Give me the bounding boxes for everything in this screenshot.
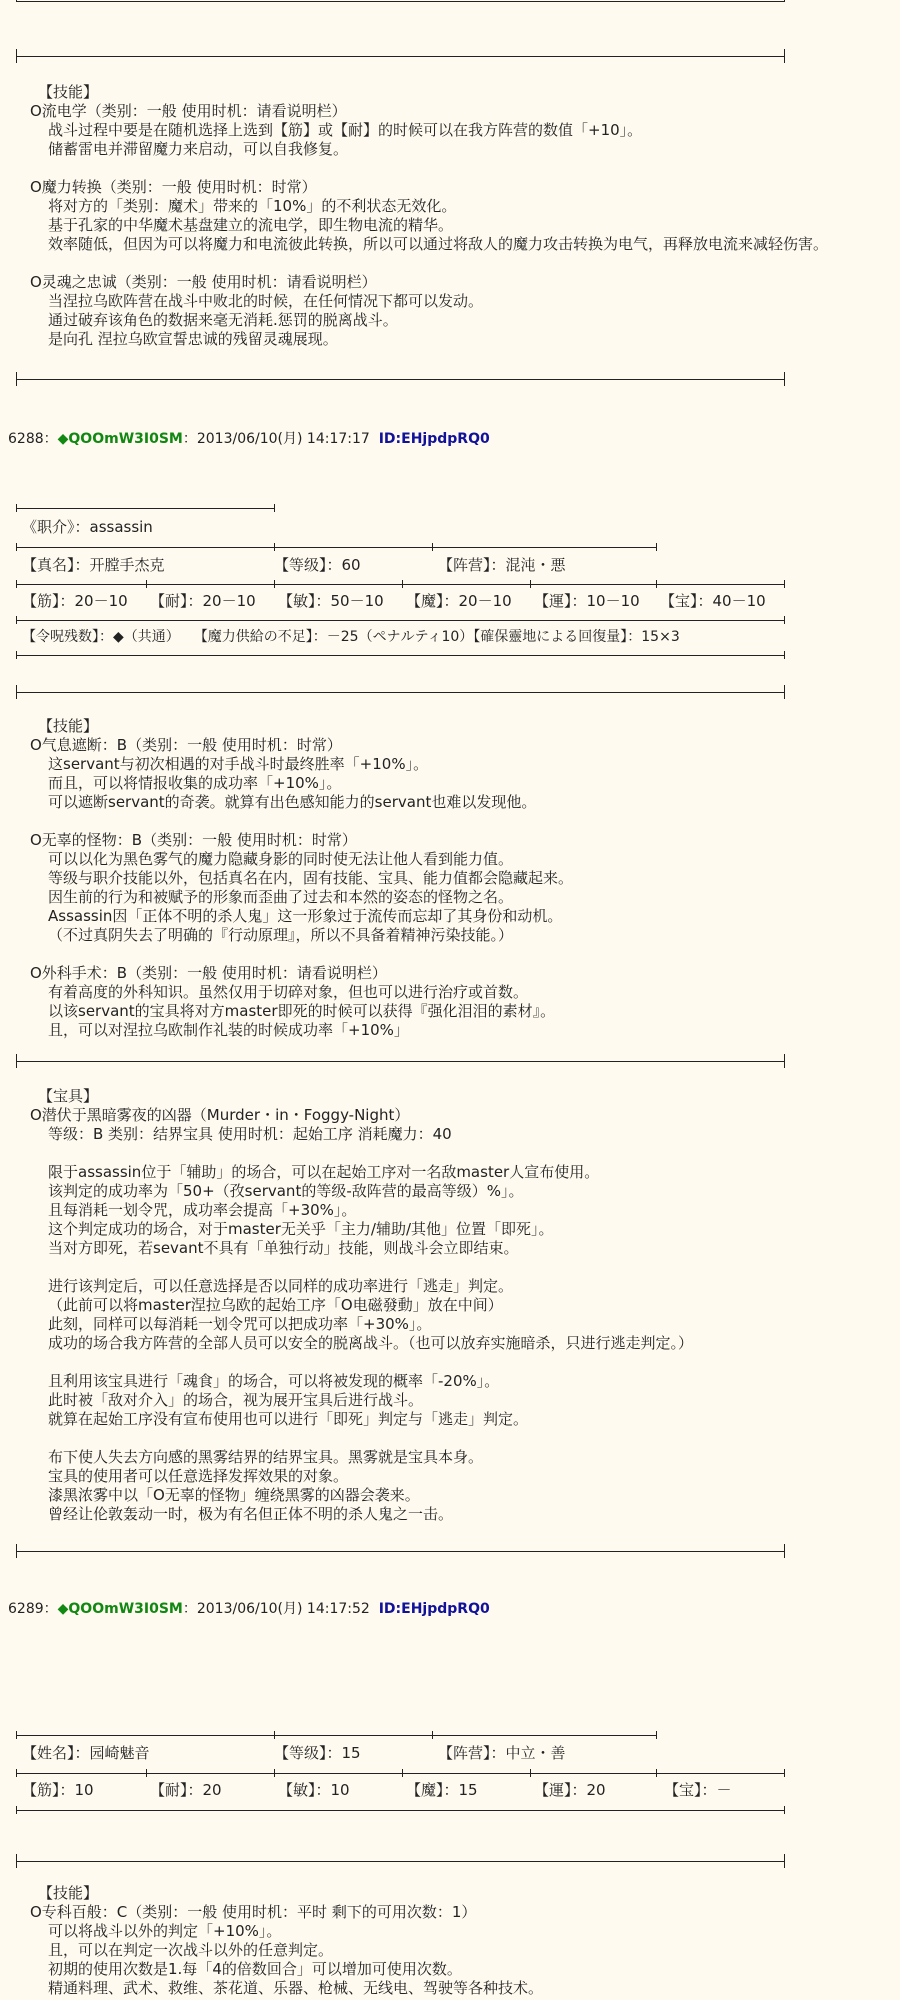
skill-text: 因生前的行为和被赋予的形象而歪曲了过去和本然的姿态的怪物之名。	[48, 888, 514, 906]
stat-mana: 【魔】：15	[406, 1781, 478, 1799]
skill-text: 当涅拉乌欧阵营在战斗中败北的时候，在任何情况下都可以发动。	[48, 292, 484, 310]
skill-text: 初期的使用次数是1.每「4的倍数回合」可以增加可使用次数。	[48, 1960, 462, 1978]
section-heading: 【技能】	[38, 1884, 99, 1902]
post-date: ：2013/06/10(月) 14:17:52	[182, 1601, 370, 1617]
section-heading: 【技能】	[38, 83, 99, 101]
divider-tick	[16, 1544, 17, 1558]
np-text: （此前可以将master涅拉乌欧的起始工序「O电磁發動」放在中间）	[48, 1296, 503, 1314]
stat-luck: 【運】：10－10	[534, 592, 640, 610]
skill-text: Assassin因「正体不明的杀人鬼」这一形象过于流传而忘却了其身份和动机。	[48, 907, 563, 925]
faction: 【阵营】：中立・善	[438, 1744, 566, 1762]
divider-tick	[784, 1054, 785, 1068]
table-tick	[16, 1731, 17, 1739]
stat-strength: 【筋】：20－10	[22, 592, 128, 610]
skill-text: 而且，可以将情报收集的成功率「+10%」。	[48, 774, 342, 792]
table-line	[16, 1810, 784, 1811]
table-tick	[784, 651, 785, 659]
table-tick	[16, 580, 17, 588]
table-line	[16, 1773, 784, 1774]
divider	[16, 1061, 784, 1062]
divider-tick	[784, 49, 785, 63]
skill-title: O魔力转换（类别：一般 使用时机：时常）	[30, 178, 317, 196]
skill-text: 基于孔家的中华魔术基盘建立的流电学，即生物电流的精华。	[48, 216, 454, 234]
np-spec: 等级：B 类别：结界宝具 使用时机：起始工序 消耗魔力：40	[48, 1125, 452, 1143]
stat-endurance: 【耐】：20－10	[150, 592, 256, 610]
table-tick	[16, 1806, 17, 1814]
np-text: 进行该判定后，可以任意选择是否以同样的成功率进行「逃走」判定。	[48, 1277, 514, 1295]
divider-tick	[784, 372, 785, 386]
np-text: 限于assassin位于「辅助」的场合，可以在起始工序对一名敌master人宣布使用。	[48, 1163, 600, 1181]
skill-title: O流电学（类别：一般 使用时机：请看说明栏）	[30, 102, 347, 120]
table-line	[16, 547, 656, 548]
table-tick	[16, 616, 17, 624]
skill-text: 可以遮断servant的奇袭。就算有出色感知能力的servant也难以发现他。	[48, 793, 537, 811]
divider-top	[16, 1, 784, 2]
section-heading: 【宝具】	[38, 1087, 99, 1105]
stat-mana: 【魔】：20－10	[406, 592, 512, 610]
divider	[16, 379, 784, 380]
post-header: 6289：◆QOOmW3I0SM：2013/06/10(月) 14:17:52 ID:EHjpdpRQ0	[8, 1601, 490, 1617]
skill-text: 效率随低，但因为可以将魔力和电流彼此转换，所以可以通过将敌人的魔力攻击转换为电气，再释放电流来减轻伤害。	[48, 235, 829, 253]
skill-text: 等级与职介技能以外，包括真名在内，固有技能、宝具、能力值都会隐藏起来。	[48, 869, 574, 887]
divider	[16, 692, 784, 693]
skill-text: 将对方的「类别：魔术」带来的「10%」的不利状态无效化。	[48, 197, 457, 215]
stat-agility: 【敏】：50－10	[278, 592, 384, 610]
np-text: 就算在起始工序没有宣布使用也可以进行「即死」判定与「逃走」判定。	[48, 1410, 529, 1428]
post-header: 6288：◆QOOmW3I0SM：2013/06/10(月) 14:17:17 ID:EHjpdpRQ0	[8, 431, 490, 447]
level: 【等级】：60	[274, 556, 361, 574]
np-text: 布下使人失去方向感的黑雾结界的结界宝具。黑雾就是宝具本身。	[48, 1448, 484, 1466]
true-name: 【姓名】：园崎魅音	[22, 1744, 150, 1762]
post-date: ：2013/06/10(月) 14:17:17	[182, 431, 370, 447]
faction: 【阵营】：混沌・悪	[438, 556, 566, 574]
np-text: 这个判定成功的场合，对于master无关乎「主力/辅助/其他」位置「即死」。	[48, 1220, 554, 1238]
skill-title: O无辜的怪物：B（类别：一般 使用时机：时常）	[30, 831, 357, 849]
table-tick	[784, 1806, 785, 1814]
poster-name: ◆QOOmW3I0SM	[57, 431, 183, 447]
skill-text: 战斗过程中要是在随机选择上选到【筋】或【耐】的时候可以在我方阵营的数值「+10」。	[48, 121, 643, 139]
divider-tick	[784, 1544, 785, 1558]
command-seals-row: 【令呪残数】：◆（共通） 【魔力供給の不足】：－25（ペナルティ10）【確保靈地による回復量】：15×3	[22, 629, 680, 645]
stat-agility: 【敏】：10	[278, 1781, 350, 1799]
divider-tick	[16, 372, 17, 386]
divider	[16, 1551, 784, 1552]
servant-class: 《职介》：assassin	[22, 518, 153, 536]
divider-tick	[784, 685, 785, 699]
table-tick	[530, 580, 531, 588]
table-tick	[784, 580, 785, 588]
skill-title: O气息遮断：B（类别：一般 使用时机：时常）	[30, 736, 342, 754]
skill-text: 精通料理、武术、救维、茶花道、乐器、枪械、无线电、驾驶等各种技术。	[48, 1979, 544, 1997]
stat-strength: 【筋】：10	[22, 1781, 94, 1799]
level: 【等级】：15	[274, 1744, 361, 1762]
table-tick	[146, 1769, 147, 1777]
skill-text: 储蓄雷电并滞留魔力来启动，可以自我修复。	[48, 140, 349, 158]
section-heading: 【技能】	[38, 717, 99, 735]
table-tick	[656, 1731, 657, 1739]
table-line	[16, 584, 784, 585]
noble-phantasm-block	[30, 1087, 693, 1524]
skill-title: O外科手术：B（类别：一般 使用时机：请看说明栏）	[30, 964, 387, 982]
skills-block-1	[30, 83, 828, 349]
table-tick	[16, 543, 17, 551]
stat-np: 【宝】：40－10	[660, 592, 766, 610]
table-tick	[16, 1769, 17, 1777]
skill-text: 可以以化为黑色雾气的魔力隐藏身影的同时使无法让他人看到能力值。	[48, 850, 514, 868]
table-tick	[16, 504, 17, 512]
stat-luck: 【運】：20	[534, 1781, 606, 1799]
table-tick	[274, 580, 275, 588]
table-tick	[274, 504, 275, 512]
divider-tick	[16, 1054, 17, 1068]
divider	[16, 56, 784, 57]
table-line	[16, 655, 784, 656]
skill-text: 可以将战斗以外的判定「+10%」。	[48, 1922, 282, 1940]
divider-tick	[16, 685, 17, 699]
skill-text: 以该servant的宝具将对方master即死的时候可以获得『强化泪泪的素材』。	[48, 1002, 556, 1020]
poster-id: ID:EHjpdpRQ0	[378, 1601, 490, 1617]
table-tick	[402, 580, 403, 588]
np-text: 该判定的成功率为「50+（孜servant的等级-敌阵营的最高等级）%」。	[48, 1182, 524, 1200]
np-text: 此刻，同样可以每消耗一划令咒可以把成功率「+30%」。	[48, 1315, 432, 1333]
skill-text: 且，可以对涅拉乌欧制作礼装的时候成功率「+10%」	[48, 1021, 409, 1039]
skill-text: 通过破弃该角色的数据来毫无消耗.惩罚的脱离战斗。	[48, 311, 398, 329]
np-text: 当对方即死，若sevant不具有「单独行动」技能，则战斗会立即结束。	[48, 1239, 519, 1257]
divider-tick	[16, 1854, 17, 1868]
post-number[interactable]: 6289	[8, 1601, 44, 1617]
divider-tick	[16, 0, 17, 2]
table-tick	[432, 1731, 433, 1739]
table-tick	[274, 543, 275, 551]
table-tick	[274, 1731, 275, 1739]
np-text: 且每消耗一划令咒，成功率会提高「+30%」。	[48, 1201, 357, 1219]
divider-tick	[16, 49, 17, 63]
poster-name: ◆QOOmW3I0SM	[57, 1601, 183, 1617]
np-text: 漆黑浓雾中以「O无辜的怪物」缠绕黑雾的凶器会袭来。	[48, 1486, 420, 1504]
np-text: 成功的场合我方阵营的全部人员可以安全的脱离战斗。（也可以放弃实施暗杀，只进行逃走判定。）	[48, 1334, 694, 1352]
table-tick	[656, 580, 657, 588]
post-number[interactable]: 6288	[8, 431, 44, 447]
table-line	[16, 1735, 656, 1736]
np-title: O潜伏于黑暗雾夜的凶器（Murder・in・Foggy-Night）	[30, 1106, 410, 1124]
table-line	[16, 620, 784, 621]
table-tick	[656, 1769, 657, 1777]
table-tick	[656, 543, 657, 551]
np-text: 且利用该宝具进行「魂食」的场合，可以将被发现的概率「-20%」。	[48, 1372, 500, 1390]
divider-tick	[784, 0, 785, 2]
poster-id: ID:EHjpdpRQ0	[378, 431, 490, 447]
table-tick	[784, 1769, 785, 1777]
table-tick	[16, 651, 17, 659]
skill-text: 是向孔 涅拉乌欧宣誓忠诚的残留灵魂展现。	[48, 330, 338, 348]
np-text: 此时被「敌对介入」的场合，视为展开宝具后进行战斗。	[48, 1391, 424, 1409]
skill-text: （不过真阴失去了明确的『行动原理』，所以不具备着精神污染技能。）	[48, 926, 514, 944]
skill-title: O灵魂之忠诚（类别：一般 使用时机：请看说明栏）	[30, 273, 377, 291]
divider-tick	[784, 1854, 785, 1868]
stat-np: 【宝】：－	[664, 1781, 732, 1799]
table-line	[16, 508, 274, 509]
skill-text: 这servant与初次相遇的对手战斗时最终胜率「+10%」。	[48, 755, 429, 773]
np-text: 曾经让伦敦轰动一时，极为有名但正体不明的杀人鬼之一击。	[48, 1505, 454, 1523]
divider	[16, 1861, 784, 1862]
skill-title: O专科百般：C（类别：一般 使用时机：平时 剩下的可用次数：1）	[30, 1903, 477, 1921]
table-tick	[274, 1769, 275, 1777]
skill-text: 且，可以在判定一次战斗以外的任意判定。	[48, 1941, 334, 1959]
skill-text: 有着高度的外科知识。虽然仅用于切碎对象，但也可以进行治疗或首数。	[48, 983, 529, 1001]
table-tick	[784, 616, 785, 624]
table-tick	[432, 543, 433, 551]
skills-block-3	[30, 1884, 543, 1998]
stat-endurance: 【耐】：20	[150, 1781, 222, 1799]
skills-block-2	[30, 717, 573, 1040]
np-text: 宝具的使用者可以任意选择发挥效果的对象。	[48, 1467, 349, 1485]
table-tick	[530, 1769, 531, 1777]
table-tick	[402, 1769, 403, 1777]
true-name: 【真名】：开膛手杰克	[22, 556, 165, 574]
table-tick	[146, 580, 147, 588]
